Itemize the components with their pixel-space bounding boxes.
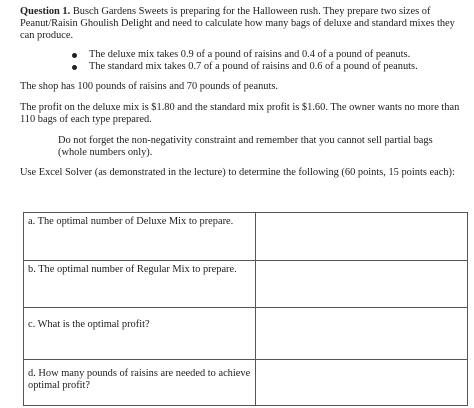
bullet-icon — [72, 65, 77, 70]
question-cell: d. How many pounds of raisins are needed to achieve optimal profit? — [24, 360, 256, 406]
question-cell: c. What is the optimal profit? — [24, 308, 256, 360]
table-row — [24, 213, 468, 261]
list-item-text: The standard mix takes 0.7 of a pound of raisins and 0.6 of a pound of peanuts. — [89, 61, 418, 72]
answer-cell[interactable] — [256, 261, 468, 308]
instruction-text: Use Excel Solver (as demonstrated in the lecture) to determine the following (60 points, 15 points each): — [20, 167, 455, 178]
question-intro-text: Busch Gardens Sweets is preparing for the Halloween rush. They prepare two sizes of Peanut/Raisin Ghoulish Delight and need to calculate how many bags of deluxe and standard mixes they can produce. — [20, 6, 455, 41]
answer-cell[interactable] — [256, 308, 468, 360]
question-document — [20, 6, 466, 179]
profit-text: The profit on the deluxe mix is $1.80 and the standard mix profit is $1.60. The owner wants no more than 110 bags of each type prepared. — [20, 102, 460, 125]
answer-cell[interactable] — [256, 213, 468, 261]
supply-text: The shop has 100 pounds of raisins and 70 pounds of peanuts. — [20, 81, 279, 92]
bullet-icon — [72, 53, 77, 58]
constraint-note: Do not forget the non-negativity constraint and remember that you cannot sell partial bags (whole numbers only). — [58, 135, 433, 158]
table-row — [24, 261, 468, 308]
list-item — [20, 49, 466, 61]
question-intro — [20, 6, 466, 42]
question-cell: a. The optimal number of Deluxe Mix to prepare. — [24, 213, 256, 261]
table-row — [24, 308, 468, 360]
answer-table — [23, 212, 468, 406]
question-cell: b. The optimal number of Regular Mix to prepare. — [24, 261, 256, 308]
table-row — [24, 360, 468, 406]
answer-cell[interactable] — [256, 360, 468, 406]
recipe-list — [20, 49, 466, 73]
list-item — [20, 61, 466, 73]
question-label: Question 1. — [20, 6, 71, 17]
list-item-text: The deluxe mix takes 0.9 of a pound of raisins and 0.4 of a pound of peanuts. — [89, 49, 411, 60]
